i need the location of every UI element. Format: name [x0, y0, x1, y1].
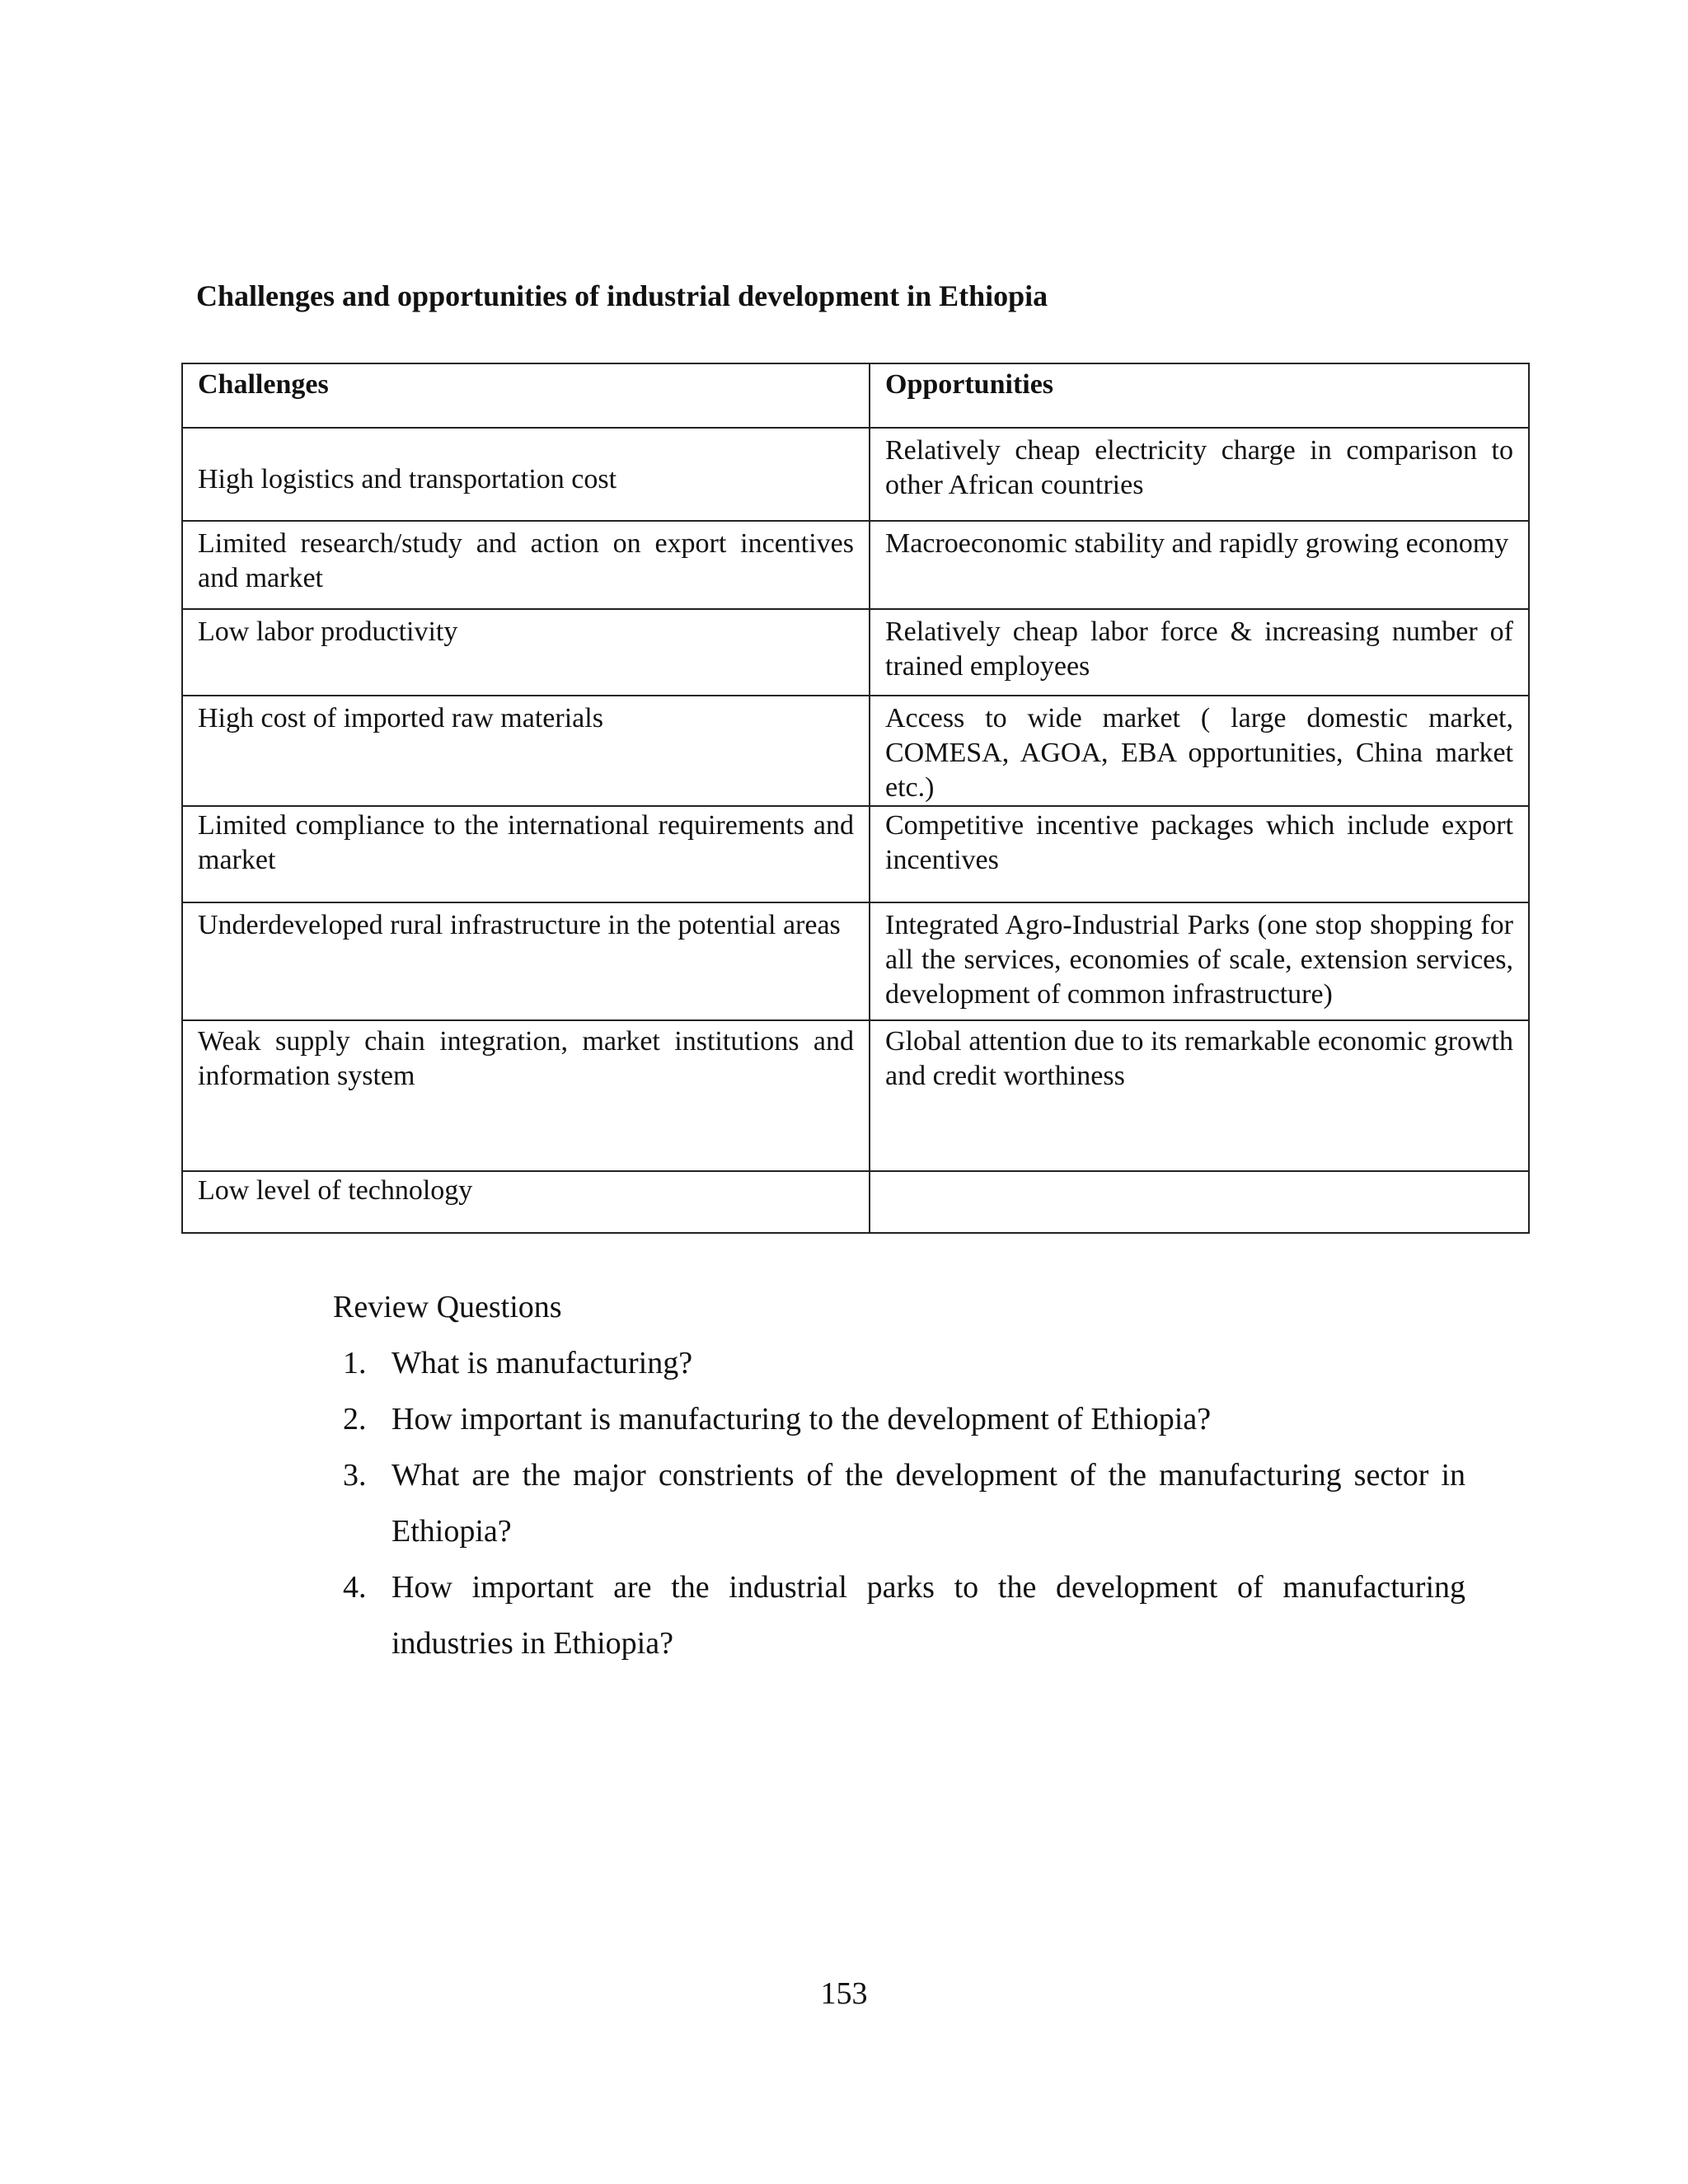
- table-row: [182, 1020, 1529, 1171]
- table-row: [182, 1171, 1529, 1233]
- challenge-cell: High logistics and transportation cost: [182, 428, 870, 521]
- opportunity-cell: Competitive incentive packages which include export incentives: [870, 806, 1529, 902]
- question-text: How important is manufacturing to the development of Ethiopia?: [392, 1402, 1212, 1436]
- review-questions: [333, 1279, 1465, 1671]
- challenge-cell: Low labor productivity: [182, 609, 870, 696]
- table-row: [182, 428, 1529, 521]
- page-number: 153: [820, 1976, 868, 2011]
- question-item: [333, 1391, 1465, 1447]
- question-number: 2.: [343, 1402, 367, 1436]
- opportunity-cell: Relatively cheap electricity charge in comparison to other African countries: [870, 428, 1529, 521]
- opportunity-cell: Global attention due to its remarkable economic growth and credit worthiness: [870, 1020, 1529, 1171]
- opportunity-cell: [870, 1171, 1529, 1233]
- challenge-cell: Weak supply chain integration, market institutions and information system: [182, 1020, 870, 1171]
- table-row: [182, 521, 1529, 609]
- question-item: [333, 1559, 1465, 1671]
- question-number: 3.: [343, 1458, 367, 1493]
- table-row: [182, 806, 1529, 902]
- challenges-opportunities-table: [181, 363, 1530, 1234]
- question-text: How important are the industrial parks to the development of manufacturing industries in Ethiopia?: [392, 1570, 1465, 1661]
- header-challenges: Challenges: [182, 363, 870, 428]
- challenge-cell: Underdeveloped rural infrastructure in the potential areas: [182, 902, 870, 1020]
- challenge-cell: High cost of imported raw materials: [182, 696, 870, 806]
- challenge-cell: Limited compliance to the international requirements and market: [182, 806, 870, 902]
- review-questions-title: Review Questions: [333, 1290, 562, 1324]
- section-title: Challenges and opportunities of industrial development in Ethiopia: [196, 279, 1048, 312]
- challenge-cell: Limited research/study and action on export incentives and market: [182, 521, 870, 609]
- question-number: 4.: [343, 1570, 367, 1605]
- question-item: [333, 1447, 1465, 1559]
- question-text: What are the major constrients of the development of the manufacturing sector in Ethiopia?: [392, 1458, 1465, 1549]
- opportunity-cell: Access to wide market ( large domestic market, COMESA, AGOA, EBA opportunities, China market etc.): [870, 696, 1529, 806]
- question-text: What is manufacturing?: [392, 1346, 693, 1380]
- question-list: [333, 1335, 1465, 1671]
- table-row: [182, 902, 1529, 1020]
- table-row: [182, 609, 1529, 696]
- opportunity-cell: Relatively cheap labor force & increasing number of trained employees: [870, 609, 1529, 696]
- table-row: [182, 696, 1529, 806]
- header-opportunities: Opportunities: [870, 363, 1529, 428]
- challenge-cell: Low level of technology: [182, 1171, 870, 1233]
- opportunity-cell: Macroeconomic stability and rapidly growing economy: [870, 521, 1529, 609]
- question-number: 1.: [343, 1346, 367, 1380]
- opportunity-cell: Integrated Agro-Industrial Parks (one stop shopping for all the services, economies of scale, extension services, development of common infrastructure): [870, 902, 1529, 1020]
- question-item: [333, 1335, 1465, 1391]
- table-header-row: [182, 363, 1529, 428]
